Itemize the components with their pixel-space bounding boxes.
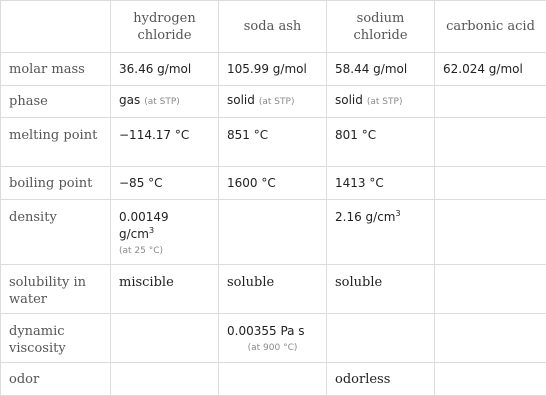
cell-soda-solubility: soluble [219, 265, 327, 314]
cell-hcl-solubility: miscible [111, 265, 219, 314]
row-label-dynamic-viscosity: dynamic viscosity [1, 314, 111, 363]
header-empty-cell [1, 1, 111, 53]
density-value: 0.00149 [119, 210, 169, 224]
row-label-phase: phase [1, 86, 111, 118]
cell-nacl-melting: 801 °C [327, 118, 435, 167]
cell-nacl-odor: odorless [327, 363, 435, 396]
cell-hcl-boiling: −85 °C [111, 167, 219, 200]
row-boiling-point [1, 167, 546, 200]
cell-carbonic-solubility [435, 265, 546, 314]
cell-nacl-density [327, 200, 435, 265]
cell-soda-phase [219, 86, 327, 118]
cell-carbonic-viscosity [435, 314, 546, 363]
row-phase [1, 86, 546, 118]
cell-nacl-viscosity [327, 314, 435, 363]
cell-hcl-molar-mass: 36.46 g/mol [111, 53, 219, 86]
density-unit: g/cm [119, 227, 149, 241]
phase-note: (at STP) [144, 97, 180, 107]
row-melting-point [1, 118, 546, 167]
viscosity-value: 0.00355 Pa s [227, 324, 305, 338]
cell-hcl-melting: −114.17 °C [111, 118, 219, 167]
header-carbonic-acid: carbonic acid [435, 1, 546, 53]
phase-value: solid [227, 93, 255, 107]
cell-nacl-molar-mass: 58.44 g/mol [327, 53, 435, 86]
cell-hcl-viscosity [111, 314, 219, 363]
cell-soda-viscosity [219, 314, 327, 363]
row-molar-mass [1, 53, 546, 86]
cell-soda-molar-mass: 105.99 g/mol [219, 53, 327, 86]
cell-nacl-boiling: 1413 °C [327, 167, 435, 200]
cell-hcl-odor [111, 363, 219, 396]
cell-carbonic-density [435, 200, 546, 265]
row-label-boiling-point: boiling point [1, 167, 111, 200]
cell-carbonic-phase [435, 86, 546, 118]
header-hydrogen-chloride: hydrogen chloride [111, 1, 219, 53]
row-label-odor: odor [1, 363, 111, 396]
header-soda-ash: soda ash [219, 1, 327, 53]
density-value: 2.16 g/cm [335, 210, 395, 224]
row-label-density: density [1, 200, 111, 265]
viscosity-note: (at 900 °C) [227, 340, 318, 357]
cell-soda-density [219, 200, 327, 265]
row-label-solubility: solubility in water [1, 265, 111, 314]
cell-soda-melting: 851 °C [219, 118, 327, 167]
cell-hcl-density [111, 200, 219, 265]
cell-nacl-solubility: soluble [327, 265, 435, 314]
row-dynamic-viscosity [1, 314, 546, 363]
phase-note: (at STP) [367, 97, 403, 107]
header-row [1, 1, 546, 53]
row-label-molar-mass: molar mass [1, 53, 111, 86]
cell-soda-boiling: 1600 °C [219, 167, 327, 200]
cell-carbonic-boiling [435, 167, 546, 200]
density-unit-exponent: 3 [395, 209, 400, 218]
cell-hcl-phase [111, 86, 219, 118]
density-note: (at 25 °C) [119, 243, 210, 260]
row-density [1, 200, 546, 265]
row-odor [1, 363, 546, 396]
phase-note: (at STP) [259, 97, 295, 107]
row-solubility [1, 265, 546, 314]
cell-carbonic-melting [435, 118, 546, 167]
cell-carbonic-odor [435, 363, 546, 396]
row-label-melting-point: melting point [1, 118, 111, 167]
header-sodium-chloride: sodium chloride [327, 1, 435, 53]
density-unit-exponent: 3 [149, 226, 154, 235]
cell-nacl-phase [327, 86, 435, 118]
cell-carbonic-molar-mass: 62.024 g/mol [435, 53, 546, 86]
phase-value: solid [335, 93, 363, 107]
cell-soda-odor [219, 363, 327, 396]
phase-value: gas [119, 93, 140, 107]
